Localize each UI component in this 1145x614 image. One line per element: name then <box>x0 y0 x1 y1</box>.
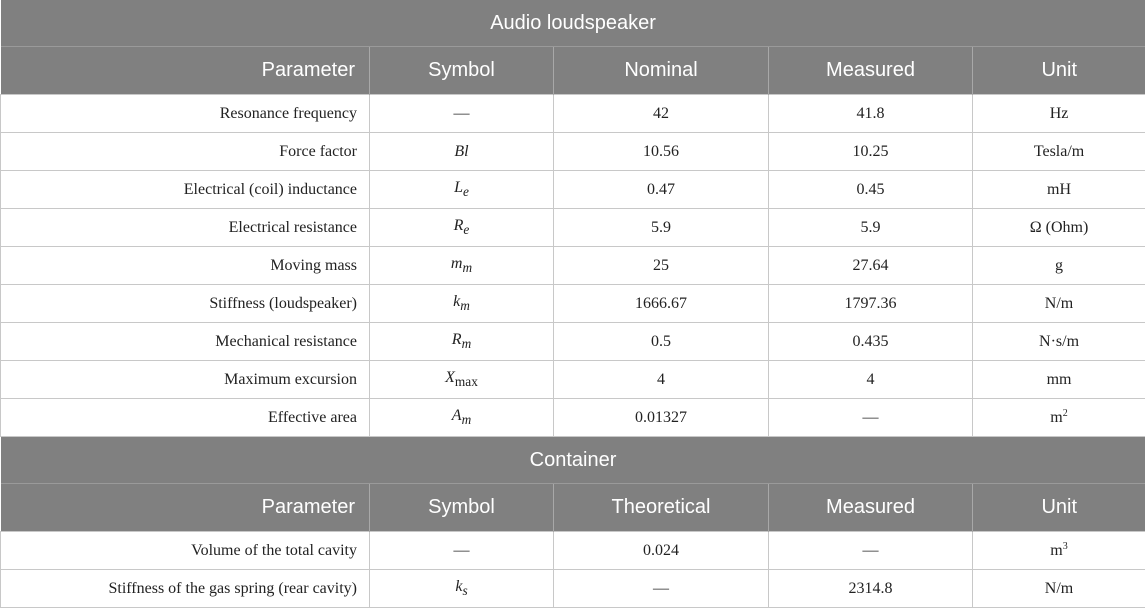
value-cell: 4 <box>554 361 769 399</box>
measured-cell: — <box>769 532 973 570</box>
symbol-main: Bl <box>454 142 469 160</box>
symbol-main: — <box>453 104 470 122</box>
unit-cell <box>973 285 1145 323</box>
section-title: Audio loudspeaker <box>1 0 1145 47</box>
unit-text: N·s/m <box>1039 332 1080 350</box>
measured-cell: — <box>769 399 973 437</box>
symbol-main: — <box>453 541 470 559</box>
symbol-subscript: m <box>461 336 472 352</box>
symbol-subscript: m <box>460 298 470 314</box>
unit-cell <box>973 247 1145 285</box>
unit-cell <box>973 133 1145 171</box>
symbol-subscript: s <box>462 583 468 599</box>
parameter-cell: Force factor <box>1 133 370 171</box>
unit-cell <box>973 323 1145 361</box>
section-title-row <box>1 437 1145 484</box>
header-parameter: Parameter <box>1 47 370 95</box>
parameter-cell: Resonance frequency <box>1 95 370 133</box>
unit-cell <box>973 171 1145 209</box>
unit-text: Ω (Ohm) <box>1029 218 1089 236</box>
table-row <box>1 361 1145 399</box>
column-header-row <box>1 47 1145 95</box>
parameter-cell: Mechanical resistance <box>1 323 370 361</box>
header-unit: Unit <box>973 47 1145 95</box>
header-measured: Measured <box>769 47 973 95</box>
measured-cell: 41.8 <box>769 95 973 133</box>
table-row <box>1 133 1145 171</box>
table-row <box>1 399 1145 437</box>
header-value: Nominal <box>554 47 769 95</box>
header-value: Theoretical <box>554 484 769 532</box>
symbol-main: R <box>451 330 462 348</box>
parameter-cell: Maximum excursion <box>1 361 370 399</box>
unit-cell <box>973 209 1145 247</box>
value-cell: 42 <box>554 95 769 133</box>
table-row <box>1 285 1145 323</box>
header-symbol: Symbol <box>370 484 554 532</box>
section-title: Container <box>1 437 1145 484</box>
symbol-cell <box>370 171 554 209</box>
parameter-cell: Effective area <box>1 399 370 437</box>
section-title-row <box>1 0 1145 47</box>
symbol-cell <box>370 361 554 399</box>
unit-text: N/m <box>1044 294 1074 312</box>
value-cell: 0.47 <box>554 171 769 209</box>
symbol-subscript: m <box>462 260 473 276</box>
unit-cell <box>973 532 1145 570</box>
parameter-cell: Volume of the total cavity <box>1 532 370 570</box>
symbol-cell <box>370 323 554 361</box>
symbol-subscript: e <box>462 184 469 200</box>
symbol-cell <box>370 532 554 570</box>
unit-superscript: 2 <box>1062 408 1068 419</box>
unit-text: m <box>1050 542 1063 559</box>
symbol-subscript: m <box>461 412 472 428</box>
parameter-cell: Electrical resistance <box>1 209 370 247</box>
symbol-cell <box>370 247 554 285</box>
value-cell: 5.9 <box>554 209 769 247</box>
symbol-cell <box>370 285 554 323</box>
symbol-cell <box>370 209 554 247</box>
value-cell: 25 <box>554 247 769 285</box>
value-cell: — <box>554 570 769 608</box>
parameter-cell: Moving mass <box>1 247 370 285</box>
header-measured: Measured <box>769 484 973 532</box>
table-row <box>1 323 1145 361</box>
unit-cell <box>973 570 1145 608</box>
symbol-cell <box>370 570 554 608</box>
symbol-main: k <box>453 292 461 310</box>
measured-cell: 0.45 <box>769 171 973 209</box>
symbol-cell <box>370 95 554 133</box>
table-row <box>1 95 1145 133</box>
measured-cell: 1797.36 <box>769 285 973 323</box>
table-row <box>1 532 1145 570</box>
symbol-main: X <box>445 368 455 386</box>
header-symbol: Symbol <box>370 47 554 95</box>
measured-cell: 0.435 <box>769 323 973 361</box>
value-cell: 1666.67 <box>554 285 769 323</box>
measured-cell: 5.9 <box>769 209 973 247</box>
measured-cell: 10.25 <box>769 133 973 171</box>
symbol-main: L <box>454 178 463 196</box>
symbol-main: m <box>450 254 463 272</box>
unit-text: m <box>1050 409 1063 426</box>
header-unit: Unit <box>973 484 1145 532</box>
parameter-cell: Stiffness of the gas spring (rear cavity) <box>1 570 370 608</box>
unit-text: N/m <box>1044 579 1074 597</box>
unit-text: g <box>1055 256 1064 274</box>
column-header-row <box>1 484 1145 532</box>
symbol-cell <box>370 399 554 437</box>
header-parameter: Parameter <box>1 484 370 532</box>
table-row <box>1 247 1145 285</box>
parameter-cell: Stiffness (loudspeaker) <box>1 285 370 323</box>
unit-text: Tesla/m <box>1033 142 1085 160</box>
unit-text: mH <box>1047 180 1072 198</box>
table-row <box>1 209 1145 247</box>
symbol-subscript: max <box>454 374 478 390</box>
value-cell: 0.01327 <box>554 399 769 437</box>
symbol-main: A <box>451 406 462 424</box>
unit-superscript: 3 <box>1062 541 1068 552</box>
parameter-cell: Electrical (coil) inductance <box>1 171 370 209</box>
value-cell: 10.56 <box>554 133 769 171</box>
symbol-main: k <box>455 577 463 595</box>
unit-cell <box>973 95 1145 133</box>
unit-text: Hz <box>1049 104 1069 122</box>
unit-cell <box>973 399 1145 437</box>
measured-cell: 27.64 <box>769 247 973 285</box>
symbol-cell <box>370 133 554 171</box>
unit-cell <box>973 361 1145 399</box>
unit-text: mm <box>1046 370 1072 388</box>
measured-cell: 4 <box>769 361 973 399</box>
table-row <box>1 171 1145 209</box>
symbol-main: R <box>453 216 464 234</box>
measured-cell: 2314.8 <box>769 570 973 608</box>
symbol-subscript: e <box>463 222 470 238</box>
table-row <box>1 570 1145 608</box>
value-cell: 0.024 <box>554 532 769 570</box>
value-cell: 0.5 <box>554 323 769 361</box>
